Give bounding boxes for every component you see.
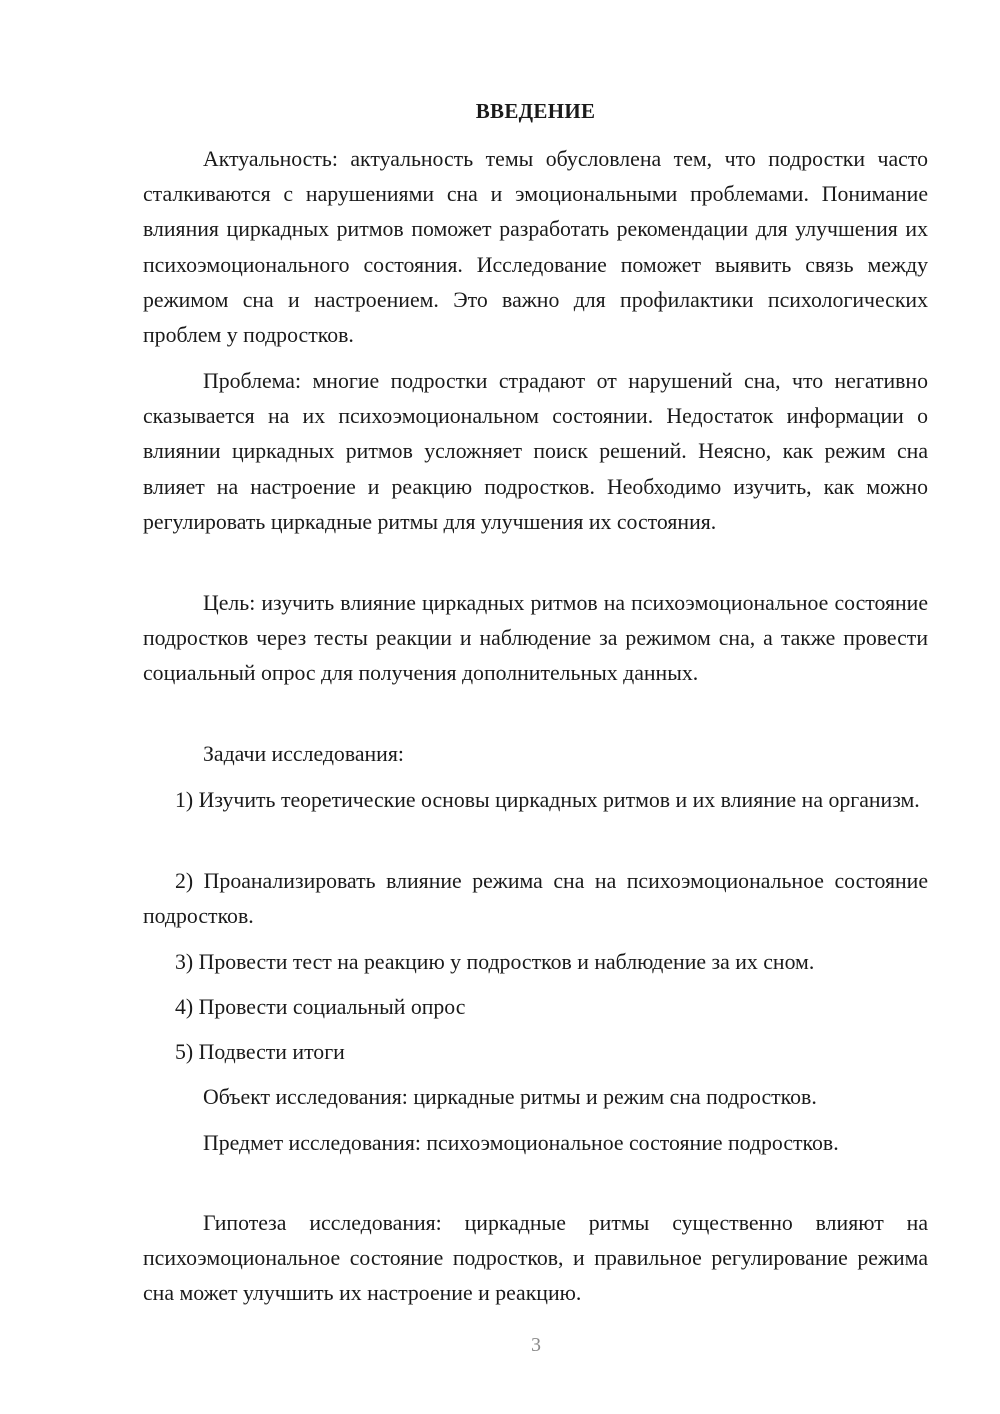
task-item-1: 1) Изучить теоретические основы циркадных ритмов и их влияние на организм.	[175, 788, 920, 812]
task-item-2: 2) Проанализировать влияние режима сна на психоэмоциональное состояние подростков.	[143, 869, 928, 929]
page-number: 3	[531, 1334, 541, 1356]
paragraph-hypothesis: Гипотеза исследования: циркадные ритмы существенно влияют на психоэмоциональное состояние подростков, и правильное регулирование режима сна может улучшить их настроение и реакцию.	[143, 1211, 928, 1306]
paragraph-relevance: Актуальность: актуальность темы обусловлена тем, что подростки часто сталкиваются с нарушениями сна и эмоциональными проблемами. Понимание влияния циркадных ритмов поможет разработать рекомендации для улучшения их психоэмоционального состояния. Исследование поможет выявить связь между режимом сна и настроением. Это важно для профилактики психологических проблем у подростков.	[143, 147, 928, 348]
paragraph-problem: Проблема: многие подростки страдают от нарушений сна, что негативно сказывается на их психоэмоциональном состоянии. Недостаток информации о влиянии циркадных ритмов усложняет поиск решений. Неясно, как режим сна влияет на настроение и реакцию подростков. Необходимо изучить, как можно регулировать циркадные ритмы для улучшения их состояния.	[143, 369, 928, 534]
task-item-4: 4) Провести социальный опрос	[175, 995, 466, 1019]
paragraph-object: Объект исследования: циркадные ритмы и режим сна подростков.	[203, 1085, 817, 1109]
tasks-heading: Задачи исследования:	[203, 742, 404, 766]
page-title: ВВЕДЕНИЕ	[475, 99, 596, 123]
paragraph-subject: Предмет исследования: психоэмоциональное состояние подростков.	[203, 1131, 839, 1155]
task-item-5: 5) Подвести итоги	[175, 1040, 345, 1064]
paragraph-goal: Цель: изучить влияние циркадных ритмов на психоэмоциональное состояние подростков через тесты реакции и наблюдение за режимом сна, а также провести социальный опрос для получения дополнительных данных.	[143, 591, 928, 686]
task-item-3: 3) Провести тест на реакцию у подростков и наблюдение за их сном.	[175, 950, 815, 974]
